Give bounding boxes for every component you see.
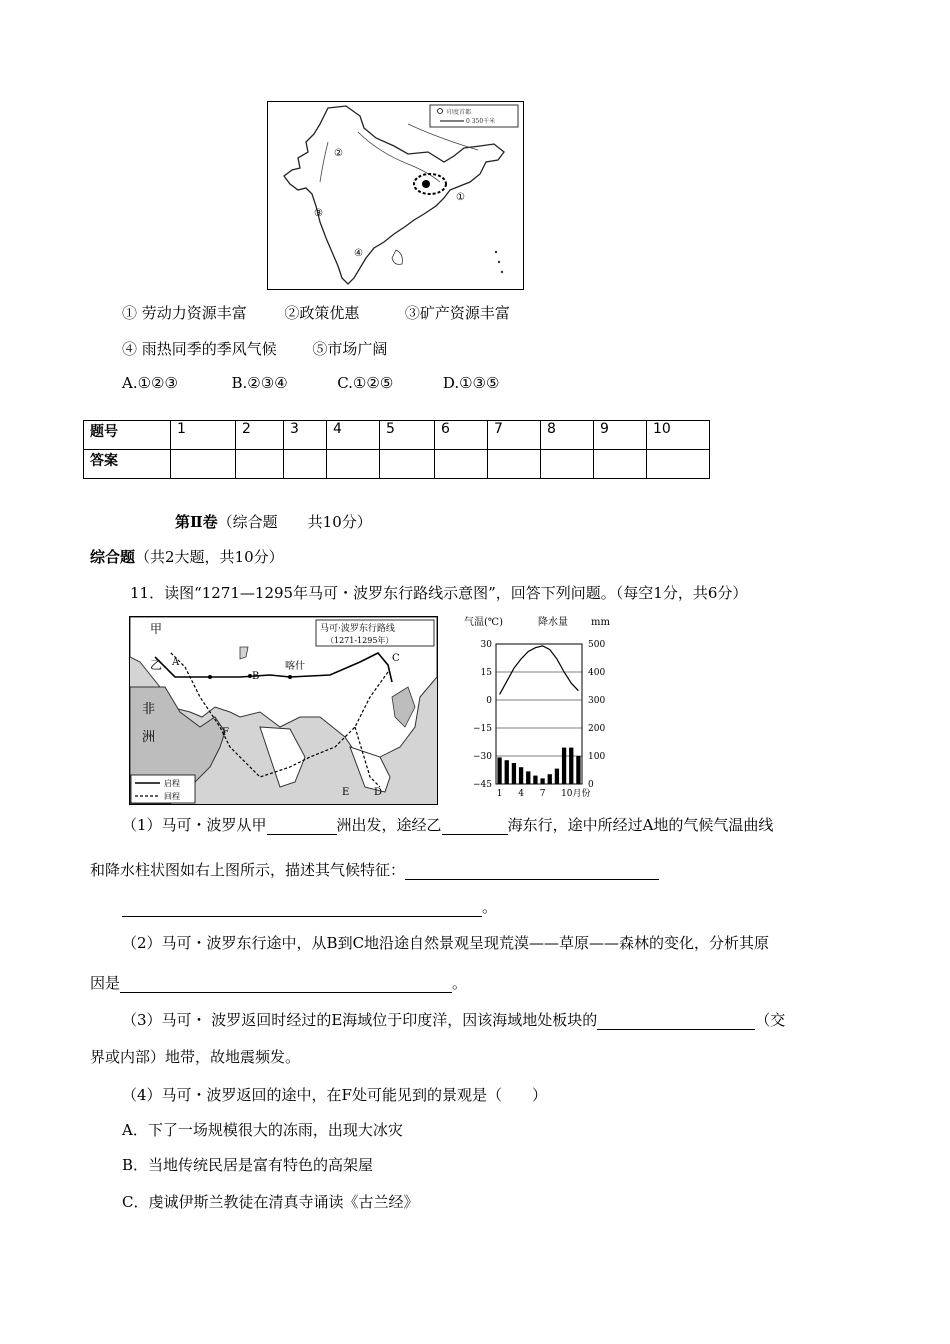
part2-title [175, 511, 372, 532]
choice-b: B.②③④ [231, 374, 288, 392]
route-point [288, 675, 292, 679]
answer-cell[interactable] [284, 450, 327, 479]
temp-tick-label: 0 [486, 696, 492, 706]
blank-landscape-reason[interactable] [120, 976, 452, 993]
label-f: F [222, 727, 229, 738]
marco-polo-map [130, 617, 437, 804]
climate-chart [456, 612, 636, 808]
blank-climate-features[interactable] [405, 863, 659, 880]
precip-bar [505, 760, 509, 784]
precip-bar [519, 767, 523, 784]
sub3-text-b: （交 [755, 1011, 786, 1029]
sri-lanka-outline [392, 250, 402, 264]
precip-tick-label: 200 [588, 724, 606, 734]
precip-bar [540, 778, 544, 784]
option-1: ① 劳动力资源丰富 [122, 304, 247, 322]
precip-bar [497, 757, 501, 784]
table-cell: 2 [236, 421, 284, 450]
label-zhou: 洲 [142, 730, 156, 745]
q11-sub1-line3 [122, 896, 497, 917]
row-label-number: 题号 [84, 421, 171, 450]
month-tick-label: 10月份 [561, 789, 591, 799]
precip-axis-title: 降水量 [538, 617, 568, 628]
label-jia: 甲 [150, 622, 163, 636]
q11-option-b[interactable]: B．当地传统民居是富有特色的高架屋 [122, 1156, 374, 1174]
marco-polo-map-figure [129, 616, 438, 805]
sub2-text-b: 因是 [90, 974, 121, 992]
sub1-text-d: 和降水柱状图如右上图所示，描述其气候特征： [90, 861, 406, 879]
q11-sub3-line1 [122, 1009, 785, 1030]
sub1-text-b: 洲出发，途经乙 [336, 816, 442, 834]
part2-title-rest: （综合题 共10分） [217, 513, 372, 531]
label-a: A [172, 657, 180, 668]
section-heading [90, 546, 284, 567]
label-e: E [342, 787, 350, 798]
temp-axis-title: 气温(℃) [464, 617, 503, 628]
choice-a: A.①②③ [122, 374, 178, 392]
temperature-curve [500, 646, 579, 695]
region-dot [422, 180, 430, 188]
india-land [260, 727, 305, 787]
temp-tick-label: −15 [473, 724, 492, 734]
label-yi: 乙 [150, 658, 163, 672]
q11-option-c[interactable]: C．虔诚伊斯兰教徒在清真寺诵读《古兰经》 [122, 1193, 419, 1211]
table-cell: 10 [647, 421, 710, 450]
choice-c: C.①②⑤ [337, 374, 394, 392]
marker-1: ① [456, 192, 465, 203]
legend-return: 回程 [164, 792, 180, 801]
q11-stem: 11．读图“1271—1295年马可・波罗东行路线示意图”，回答下列问题。（每空1分，共6分） [130, 584, 748, 602]
table-cell: 4 [327, 421, 380, 450]
island [501, 271, 503, 273]
sub1-end: 。 [482, 898, 498, 916]
table-cell: 6 [435, 421, 488, 450]
river-indus [320, 142, 328, 182]
month-tick-label: 7 [539, 789, 546, 799]
sub1-text-c: 海东行，途中所经过A地的气候气温曲线 [507, 816, 774, 834]
table-cell: 5 [380, 421, 435, 450]
river-ganges [358, 132, 440, 182]
legend-text: 印度首都 [447, 109, 472, 116]
label-c: C [392, 653, 400, 664]
india-outline [284, 106, 504, 284]
answer-cell[interactable] [541, 450, 594, 479]
precip-bar [548, 774, 552, 784]
precip-bar [569, 748, 573, 784]
answer-cell[interactable] [171, 450, 236, 479]
temp-tick-label: 15 [480, 668, 492, 678]
scale-text: 0 350千米 [466, 118, 496, 125]
marker-3: ③ [314, 208, 323, 219]
precip-bar [555, 769, 559, 784]
sub1-text-a: （1）马可・波罗从甲 [122, 816, 267, 834]
blank-continent[interactable] [267, 818, 337, 835]
precip-tick-label: 0 [588, 780, 594, 790]
marker-2: ② [334, 148, 343, 159]
q11-sub2-line2 [90, 972, 467, 993]
sub2-end: 。 [452, 974, 468, 992]
island [495, 251, 497, 253]
map-title: 马可·波罗东行路线 [320, 624, 395, 634]
choice-d: D.①③⑤ [442, 374, 500, 392]
climate-chart-figure [456, 612, 636, 808]
q11-sub1-line1 [122, 814, 773, 835]
section-heading-rest: （共2大题，共10分） [135, 548, 284, 566]
row-label-answer: 答案 [84, 450, 171, 479]
answer-table-header-row [84, 421, 710, 450]
part2-title-bold: 第Ⅱ卷 [175, 513, 218, 531]
month-tick-label: 4 [518, 789, 524, 799]
q11-sub4: （4）马可・波罗返回的途中，在F处可能见到的景观是（ ） [122, 1086, 547, 1104]
option-2: ②政策优惠 [284, 304, 360, 322]
table-cell: 1 [171, 421, 236, 450]
q11-sub2-line1: （2）马可・波罗东行途中，从B到C地沿途自然景观呈现荒漠——草原——森林的变化，分析其原 [122, 934, 770, 952]
precip-bar [512, 763, 516, 784]
precip-bar [526, 771, 530, 784]
precip-unit: mm [591, 617, 610, 628]
blank-climate-features-cont[interactable] [122, 900, 482, 917]
answer-cell[interactable] [380, 450, 435, 479]
blank-plate-location[interactable] [597, 1013, 755, 1030]
table-cell: 3 [284, 421, 327, 450]
q10-option-line1 [122, 302, 510, 323]
q11-sub1-line2 [90, 859, 659, 880]
option-3: ③矿产资源丰富 [404, 304, 510, 322]
label-d: D [374, 787, 383, 798]
precip-bar [562, 748, 566, 784]
q10-option-line2 [122, 338, 387, 359]
label-fei: 非 [142, 702, 156, 717]
precip-tick-label: 400 [588, 668, 606, 678]
island [498, 261, 500, 263]
river-brahmaputra [408, 124, 478, 150]
answer-cell[interactable] [488, 450, 541, 479]
q11-sub3-line2: 界或内部）地带，故地震频发。 [90, 1048, 301, 1066]
option-5: ⑤市场广阔 [312, 340, 388, 358]
label-b: B [252, 671, 260, 682]
table-cell: 7 [488, 421, 541, 450]
temp-tick-label: 30 [480, 640, 492, 650]
precip-tick-label: 300 [588, 696, 606, 706]
answer-cell[interactable] [327, 450, 380, 479]
table-cell: 9 [594, 421, 647, 450]
label-kashi: 喀什 [285, 661, 305, 672]
q11-option-a[interactable]: A．下了一场规模很大的冻雨，出现大冰灾 [122, 1121, 403, 1139]
precip-tick-label: 100 [588, 752, 606, 762]
section-heading-bold: 综合题 [90, 548, 136, 566]
option-4: ④ 雨热同季的季风气候 [122, 340, 277, 358]
marker-4: ④ [354, 248, 363, 259]
blank-sea[interactable] [442, 818, 508, 835]
sub3-text-a: （3）马可・ 波罗返回时经过的E海域位于印度洋，因该海域地处板块的 [122, 1011, 598, 1029]
map-subtitle: （1271-1295年） [326, 636, 394, 645]
route-point [208, 675, 212, 679]
temp-tick-label: −30 [473, 752, 492, 762]
answer-cell[interactable] [435, 450, 488, 479]
india-map [268, 102, 523, 289]
answer-cell[interactable] [647, 450, 710, 479]
answer-table-answer-row [84, 450, 710, 479]
answer-cell[interactable] [236, 450, 284, 479]
answer-table [83, 420, 710, 479]
precip-bar [533, 776, 537, 784]
precip-tick-label: 500 [588, 640, 606, 650]
temp-tick-label: −45 [473, 780, 492, 790]
answer-cell[interactable] [594, 450, 647, 479]
month-tick-label: 1 [496, 789, 503, 799]
india-map-figure [267, 101, 524, 290]
precip-bar [576, 756, 580, 784]
route-legend-box [131, 775, 195, 803]
legend-outbound: 启程 [164, 779, 180, 788]
q10-choices [122, 374, 499, 392]
table-cell: 8 [541, 421, 594, 450]
